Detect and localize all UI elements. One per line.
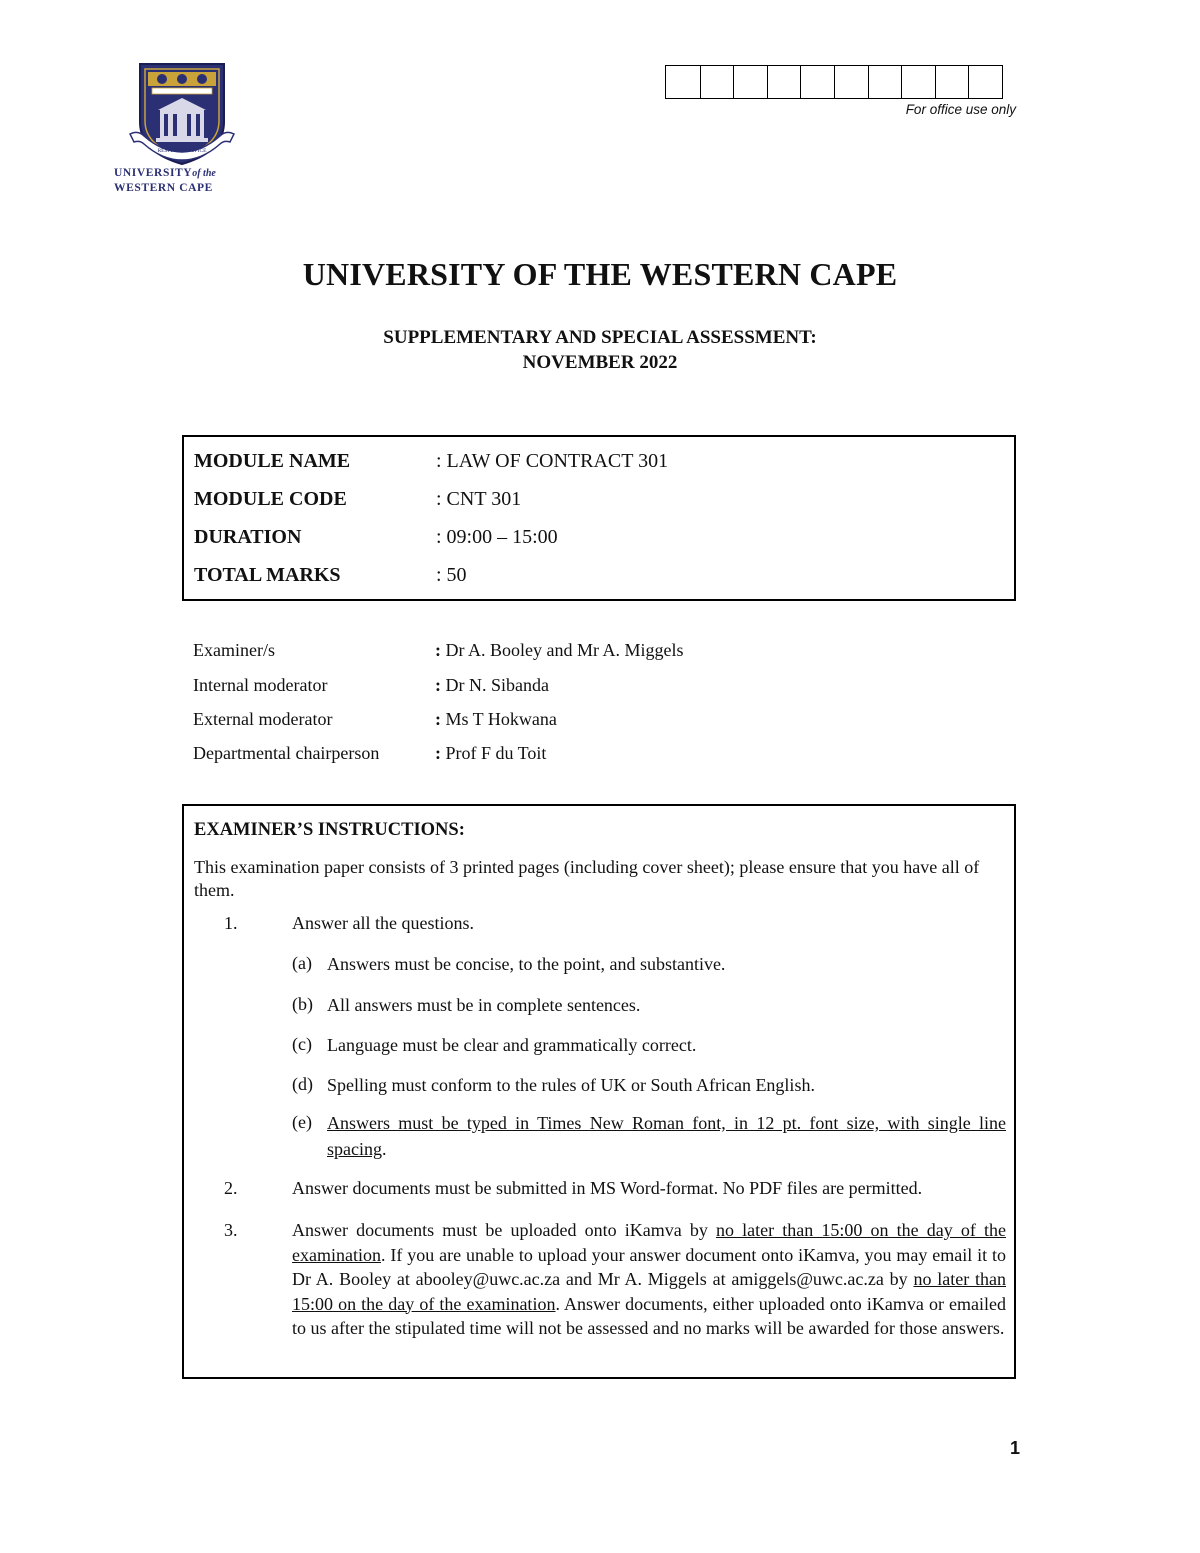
module-info-box xyxy=(182,435,1016,601)
office-use-box xyxy=(666,66,700,98)
examiner-instructions-box xyxy=(182,804,1016,1379)
module-row-label: MODULE NAME xyxy=(194,450,351,472)
subitem-text: Spelling must conform to the rules of UK or South African English. xyxy=(327,1075,815,1095)
office-use-box xyxy=(700,66,734,98)
subitem-text: Language must be clear and grammatically correct. xyxy=(327,1035,697,1055)
office-use-boxes xyxy=(665,65,1003,99)
page-title: UNIVERSITY OF THE WESTERN CAPE xyxy=(302,256,898,292)
subitem-text: Answers must be typed in Times New Roman font, in 12 pt. font size, with single line spacing. xyxy=(327,1113,1006,1159)
subitem-label: (a) xyxy=(292,953,312,973)
subitem-label: (b) xyxy=(292,994,313,1014)
office-use-box xyxy=(901,66,935,98)
subitem-text: Answers must be concise, to the point, and substantive. xyxy=(327,954,726,974)
office-use-label: For office use only xyxy=(905,102,1016,117)
assessment-date: NOVEMBER 2022 xyxy=(522,352,678,373)
staff-name: : Dr A. Booley and Mr A. Miggels xyxy=(435,640,684,660)
instructions-intro: This examination paper consists of 3 printed pages (including cover sheet); please ensure that you have all of them. xyxy=(194,857,980,900)
svg-text:RESPICE PROSPICE: RESPICE PROSPICE xyxy=(157,148,207,154)
module-row-label: MODULE CODE xyxy=(194,488,347,510)
office-use-box xyxy=(935,66,969,98)
staff-name: : Dr N. Sibanda xyxy=(435,675,549,695)
instructions-heading: EXAMINER’S INSTRUCTIONS: xyxy=(194,820,465,840)
module-row-value: : 09:00 – 15:00 xyxy=(436,526,558,548)
staff-name: : Ms T Hokwana xyxy=(435,709,557,729)
staff-name: : Prof F du Toit xyxy=(435,743,547,763)
item-number: 1. xyxy=(224,913,238,933)
logo-wordmark: UNIVERSITYof the WESTERN CAPE xyxy=(114,167,216,194)
item-text: Answer all the questions. xyxy=(292,913,474,933)
subitem-text: All answers must be in complete sentences. xyxy=(327,995,641,1015)
staff-role: External moderator xyxy=(193,709,333,729)
subitem-label: (d) xyxy=(292,1074,313,1094)
subitem-label: (c) xyxy=(292,1034,312,1054)
item-number: 3. xyxy=(224,1220,238,1240)
office-use-box xyxy=(968,66,1002,98)
module-row-value: : LAW OF CONTRACT 301 xyxy=(436,450,669,472)
office-use-box xyxy=(834,66,868,98)
office-use-box xyxy=(733,66,767,98)
module-row-value: : 50 xyxy=(436,564,467,586)
module-row-label: DURATION xyxy=(194,526,302,548)
assessment-subtitle: SUPPLEMENTARY AND SPECIAL ASSESSMENT: xyxy=(383,327,817,348)
module-row-value: : CNT 301 xyxy=(436,488,522,510)
page-number: 1 xyxy=(1009,1438,1020,1458)
item-text: Answer documents must be submitted in MS Word-format. No PDF files are permitted. xyxy=(292,1178,923,1198)
item-number: 2. xyxy=(224,1178,238,1198)
staff-role: Examiner/s xyxy=(193,640,275,660)
item-text: Answer documents must be uploaded onto iKamva by no later than 15:00 on the day of the examination. If you are unable to upload your answer document onto iKamva, you may email it to Dr A. Booley at abooley@uwc.ac.za and Mr A. Miggels at amiggels@uwc.ac.za by no later than 15:00 on the day of the examination. Answer documents, either uploaded onto iKamva or emailed to us after the stipulated time will not be assessed and no marks will be awarded for those answers. xyxy=(292,1220,1007,1338)
staff-role: Internal moderator xyxy=(193,675,328,695)
module-row-label: TOTAL MARKS xyxy=(194,564,341,586)
office-use-box xyxy=(868,66,902,98)
office-use-box xyxy=(800,66,834,98)
staff-role: Departmental chairperson xyxy=(193,743,380,763)
subitem-label: (e) xyxy=(292,1112,312,1132)
office-use-box xyxy=(767,66,801,98)
